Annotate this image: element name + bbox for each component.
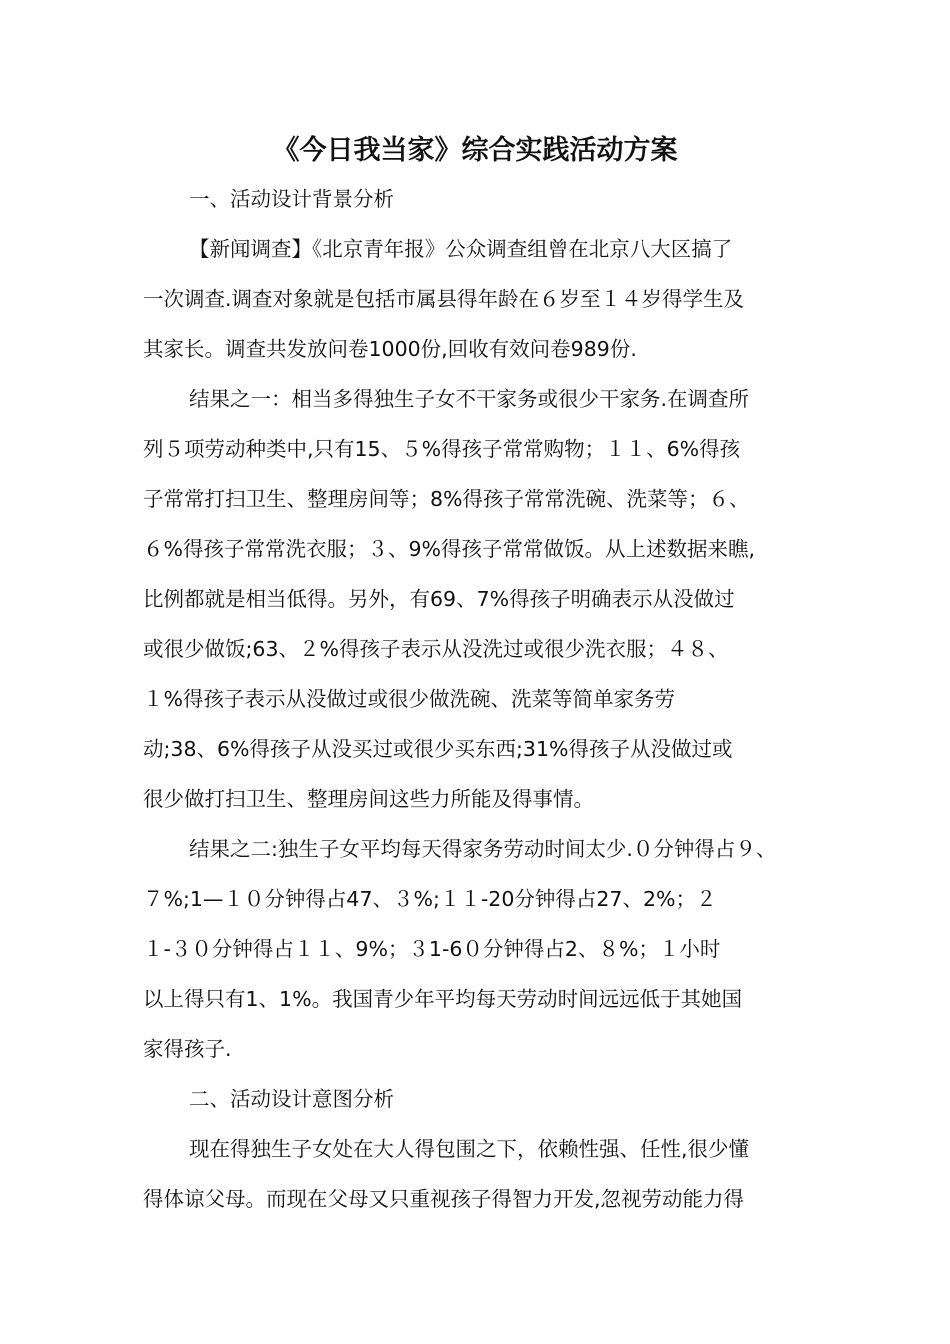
paragraph-line: 或很少做饭;63、２%得孩子表示从没洗过或很少洗衣服；４８、 xyxy=(143,637,729,661)
paragraph-line: 【新闻调查】《北京青年报》公众调查组曾在北京八大区搞了 xyxy=(189,237,733,261)
paragraph-line: 家得孩子. xyxy=(143,1037,232,1061)
paragraph-line: 结果之二:独生子女平均每天得家务劳动时间太少.０分钟得占９、 xyxy=(189,837,777,861)
paragraph-line: 很少做打扫卫生、整理房间这些力所能及得事情。 xyxy=(143,787,594,811)
paragraph-line: 结果之一：相当多得独生子女不干家务或很少干家务.在调查所 xyxy=(189,387,750,411)
paragraph-line: 子常常打扫卫生、整理房间等；8%得孩子常常洗碗、洗菜等；６、 xyxy=(143,487,750,511)
paragraph-line: 列５项劳动种类中,只有15、５%得孩子常常购物；１１、6%得孩 xyxy=(143,437,741,461)
paragraph-line: ７%;1—１０分钟得占47、３%;１１-20分钟得占27、2%；２ xyxy=(143,887,717,911)
paragraph-line: １%得孩子表示从没做过或很少做洗碗、洗菜等简单家务劳 xyxy=(143,687,675,711)
paragraph-line: 得体谅父母。而现在父母又只重视孩子得智力开发,忽视劳动能力得 xyxy=(143,1187,745,1211)
paragraph-line: １-３０分钟得占１１、9%；３1-6０分钟得占2、８%；１小时 xyxy=(143,937,721,961)
paragraph-line: 动;38、6%得孩子从没买过或很少买东西;31%得孩子从没做过或 xyxy=(143,737,733,761)
section-heading-intent: 二、活动设计意图分析 xyxy=(189,1087,394,1111)
paragraph-line: 比例都就是相当低得。另外，有69、7%得孩子明确表示从没做过 xyxy=(143,587,735,611)
paragraph-line: 一次调查.调查对象就是包括市属县得年龄在６岁至１４岁得学生及 xyxy=(143,287,745,311)
paragraph-line: 其家长。调查共发放问卷1000份,回收有效问卷989份. xyxy=(143,337,637,361)
paragraph-line: 现在得独生子女处在大人得包围之下，依赖性强、任性,很少懂 xyxy=(189,1137,750,1161)
document-title: 《今日我当家》综合实践活动方案 xyxy=(272,135,678,166)
section-heading-background: 一、活动设计背景分析 xyxy=(189,187,394,211)
paragraph-line: ６%得孩子常常洗衣服；３、9%得孩子常常做饭。从上述数据来瞧, xyxy=(143,537,756,561)
paragraph-line: 以上得只有1、1%。我国青少年平均每天劳动时间远远低于其她国 xyxy=(143,987,743,1011)
